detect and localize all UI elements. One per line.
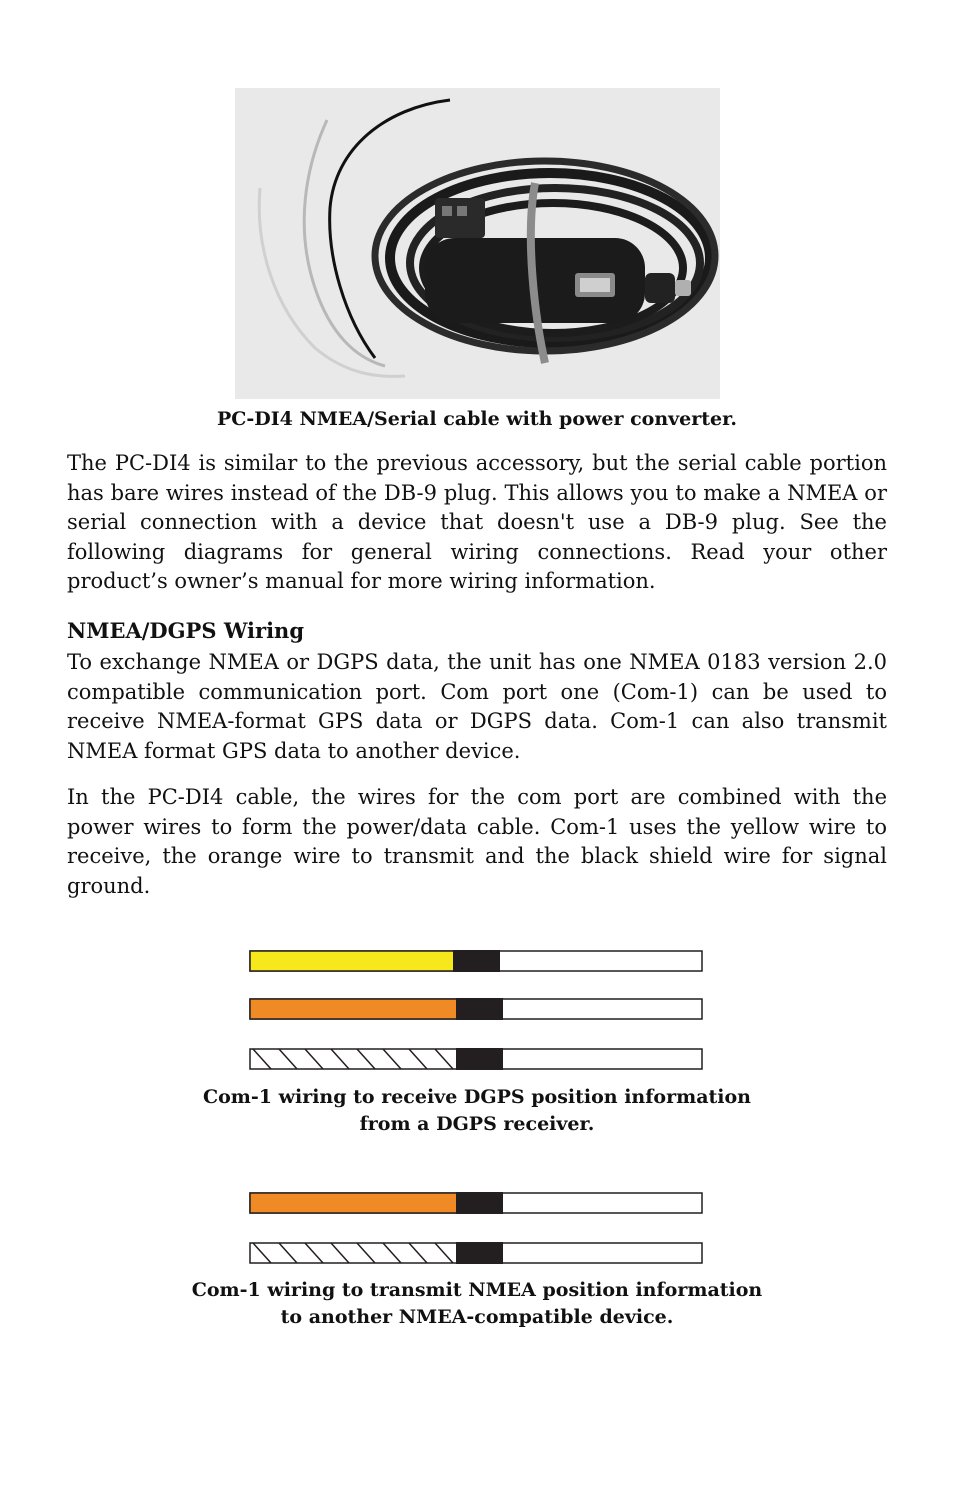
diagram1-caption-line1: Com-1 wiring to receive DGPS position information xyxy=(203,1086,751,1108)
section-paragraph-2: In the PC-DI4 cable, the wires for the com port are combined with the power wires to form the power/data cable. Com-1 uses the yellow wire to receive, the orange wire to transmit and the black shield wire for signal ground. xyxy=(67,785,887,898)
diagram2-caption-line2: to another NMEA-compatible device. xyxy=(280,1306,674,1328)
section-heading: NMEA/DGPS Wiring xyxy=(67,618,305,643)
wire-shield-ground-2 xyxy=(249,1242,703,1264)
diagram2-caption-line1: Com-1 wiring to transmit NMEA position information xyxy=(191,1279,763,1301)
wire-yellow-receive xyxy=(249,950,703,972)
diagram1-caption-line2: from a DGPS receiver. xyxy=(359,1113,595,1135)
wire-shield-ground xyxy=(249,1048,703,1070)
photo-caption: PC-DI4 NMEA/Serial cable with power converter. xyxy=(216,408,738,430)
cable-photo xyxy=(235,88,720,399)
connector-1 xyxy=(453,950,500,972)
section-paragraph-1: To exchange NMEA or DGPS data, the unit has one NMEA 0183 version 2.0 compatible communication port. Com port one (Com-1) can be used to receive NMEA-format GPS data or DGPS data. Com-1 can also transmit NMEA format GPS data to another device. xyxy=(67,650,887,763)
connector-2 xyxy=(456,998,503,1020)
intro-paragraph: The PC-DI4 is similar to the previous accessory, but the serial cable portion has bare wires instead of the DB-9 plug. This allows you to make a NMEA or serial connection with a device that doesn't use a DB-9 plug. See the following diagrams for general wiring connections. Read your other product’s owner’s manual for more wiring information. xyxy=(67,451,887,593)
wire-orange-transmit xyxy=(249,998,703,1020)
cable-illustration xyxy=(235,88,720,399)
wire-orange-transmit-2 xyxy=(249,1192,703,1214)
